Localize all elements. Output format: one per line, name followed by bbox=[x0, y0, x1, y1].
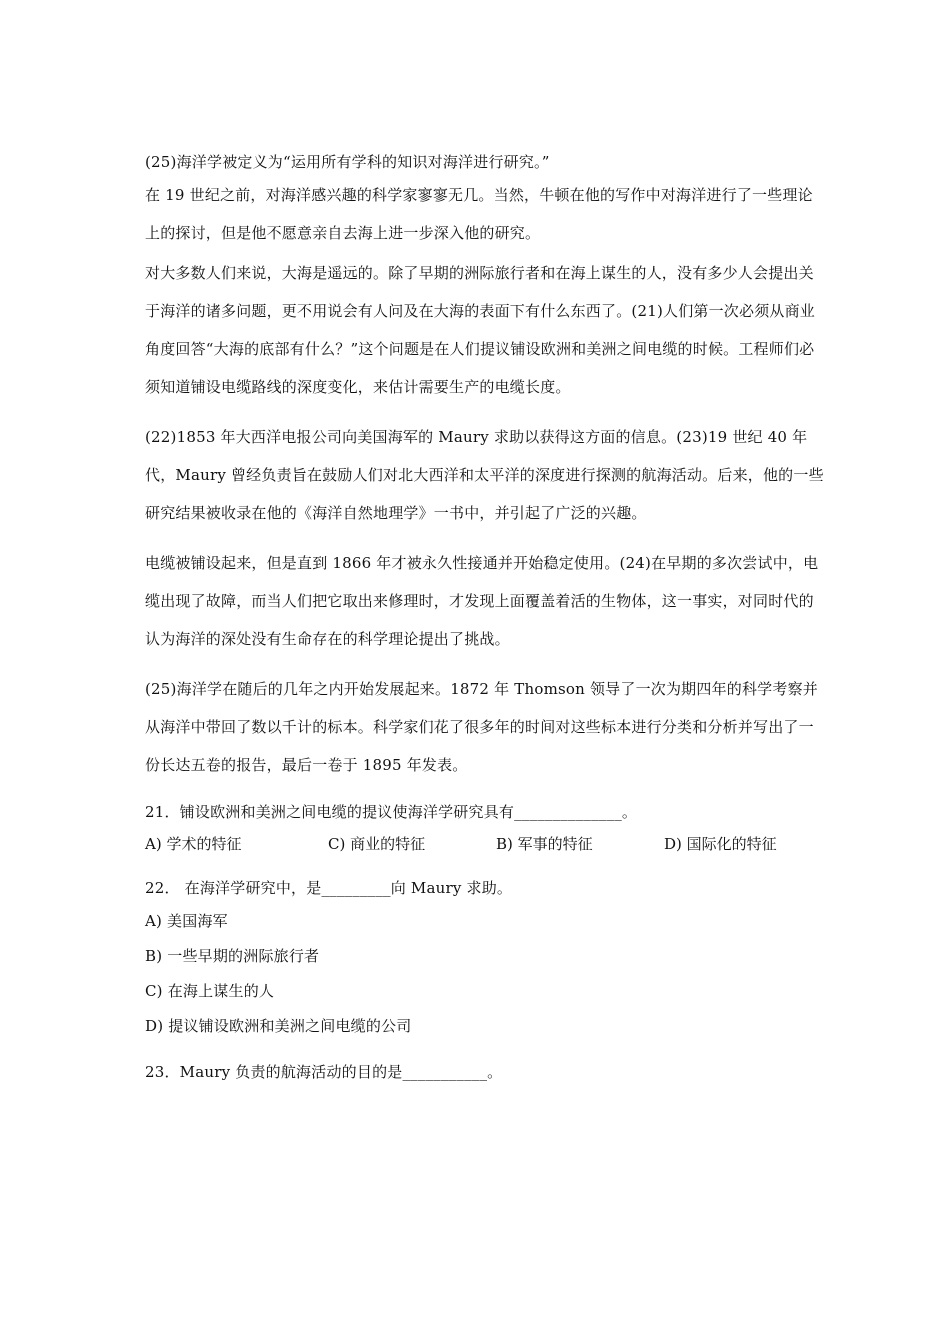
passage-paragraph-4: 电缆被铺设起来，但是直到 1866 年才被永久性接通并开始稳定使用。(24)在早期的多次尝试中，电缆出现了故障，而当人们把它取出来修理时，才发现上面覆盖着活的生物体，这一事实，对同时代的认为海洋的深处没有生命存在的科学理论提出了挑战。 bbox=[145, 554, 819, 648]
question-22-stem: 22． 在海洋学研究中，是_________向 Maury 求助。 bbox=[145, 879, 513, 897]
question-21-option-b: B) 军事的特征 bbox=[496, 835, 593, 853]
question-22-option-d: D) 提议铺设欧洲和美洲之间电缆的公司 bbox=[145, 1017, 412, 1035]
question-22-option-a: A) 美国海军 bbox=[145, 912, 228, 930]
question-21 bbox=[145, 796, 825, 860]
passage-intro: (25)海洋学被定义为“运用所有学科的知识对海洋进行研究。” bbox=[145, 153, 550, 171]
question-23-stem: 23．Maury 负责的航海活动的目的是___________。 bbox=[145, 1063, 503, 1081]
question-22-option-b: B) 一些早期的洲际旅行者 bbox=[145, 947, 320, 965]
question-22-option-c: C) 在海上谋生的人 bbox=[145, 982, 275, 1000]
question-21-option-a: A) 学术的特征 bbox=[145, 835, 242, 853]
question-21-options bbox=[145, 828, 825, 860]
passage-paragraph-3: (22)1853 年大西洋电报公司向美国海军的 Maury 求助以获得这方面的信息。(23)19 世纪 40 年代，Maury 曾经负责旨在鼓励人们对北大西洋和太平洋的深度进行探测的航海活动。后来，他的一些研究结果被收录在他的《海洋自然地理学》一书中，并引起了广泛的兴趣。 bbox=[145, 428, 824, 522]
question-21-option-d: D) 国际化的特征 bbox=[664, 835, 777, 853]
question-21-stem: 21．铺设欧洲和美洲之间电缆的提议使海洋学研究具有______________。 bbox=[145, 803, 638, 821]
passage-paragraph-2: 对大多数人们来说，大海是遥远的。除了早期的洲际旅行者和在海上谋生的人，没有多少人会提出关于海洋的诸多问题，更不用说会有人问及在大海的表面下有什么东西了。(21)人们第一次必须从商业角度回答“大海的底部有什么？”这个问题是在人们提议铺设欧洲和美洲之间电缆的时候。工程师们必须知道铺设电缆路线的深度变化，来估计需要生产的电缆长度。 bbox=[145, 264, 815, 396]
passage-paragraph-1: 在 19 世纪之前，对海洋感兴趣的科学家寥寥无几。当然，牛顿在他的写作中对海洋进行了一些理论上的探讨，但是他不愿意亲自去海上进一步深入他的研究。 bbox=[145, 186, 813, 242]
question-22 bbox=[145, 872, 825, 1044]
question-21-option-c: C) 商业的特征 bbox=[328, 835, 426, 853]
passage-paragraph-5: (25)海洋学在随后的几年之内开始发展起来。1872 年 Thomson 领导了一次为期四年的科学考察并从海洋中带回了数以千计的标本。科学家们花了很多年的时间对这些标本进行分类和分析并写出了一份长达五卷的报告，最后一卷于 1895 年发表。 bbox=[145, 680, 818, 774]
question-23 bbox=[145, 1056, 825, 1088]
document-content bbox=[145, 148, 825, 1088]
